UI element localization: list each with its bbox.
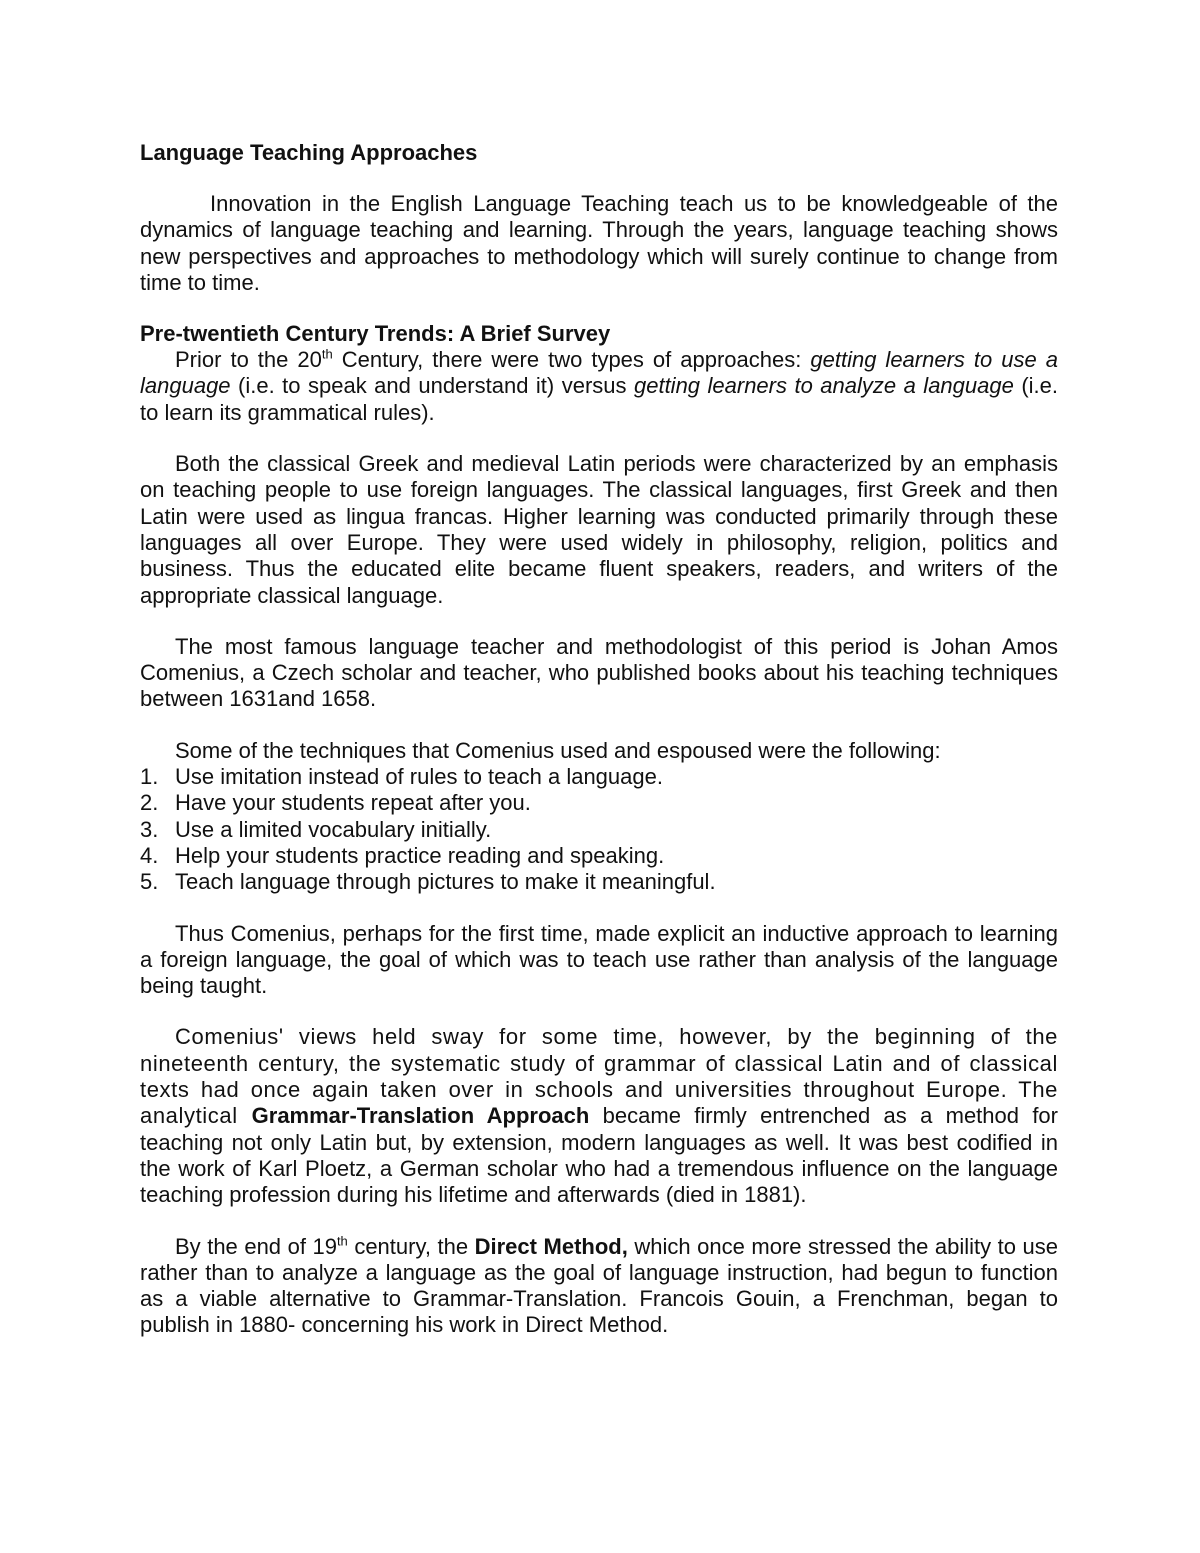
intro-paragraph: Innovation in the English Language Teaching teach us to be knowledgeable of the dynamics of language teaching and learning. Through the years, language teaching shows new perspectives and approaches to methodology which will surely continue to change from time to time. <box>140 191 1058 295</box>
document-page <box>140 140 1058 1364</box>
direct-method-term: Direct Method, <box>474 1233 628 1259</box>
list-item: 5. Teach language through pictures to make it meaningful. <box>140 869 716 895</box>
techniques-list <box>140 764 1058 895</box>
list-intro: Some of the techniques that Comenius used and espoused were the following: <box>175 737 941 763</box>
grammar-translation-term: Grammar-Translation Approach <box>251 1103 590 1129</box>
document-title: Language Teaching Approaches <box>140 140 478 165</box>
inductive-paragraph: Thus Comenius, perhaps for the first time, made explicit an inductive approach to learning a foreign language, the goal of which was to teach use rather than analysis of the language being taught. <box>140 920 1058 999</box>
list-item: 3. Use a limited vocabulary initially. <box>140 816 492 842</box>
grammar-translation-paragraph: Comenius' views held sway for some time, however, by the beginning of the nineteenth century, the systematic study of grammar of classical Latin and of classical texts had once again taken over in schools and universities throughout Europe. The analytical Grammar-Translation Approach became firmly entrenched as a method for teaching not only Latin but, by extension, modern languages as well. It was best codified in the work of Karl Ploetz, a German scholar who had a tremendous influence on the language teaching profession during his lifetime and afterwards (died in 1881). <box>140 1024 1058 1208</box>
approaches-paragraph: Prior to the 20th Century, there were two types of approaches: getting learners to use a language (i.e. to speak and understand it) versus getting learners to analyze a language (i.e. to learn its grammatical rules). <box>140 346 1058 425</box>
emphasis-analyze: getting learners to analyze a language <box>633 373 1014 399</box>
classical-paragraph: Both the classical Greek and medieval Latin periods were characterized by an emphasis on teaching people to use foreign languages. The classical languages, first Greek and then Latin were used as lingua francas. Higher learning was conducted primarily through these languages all over Europe. They were used widely in philosophy, religion, politics and business. Thus the educated elite became fluent speakers, readers, and writers of the appropriate classical language. <box>140 451 1058 608</box>
direct-method-paragraph: By the end of 19th century, the Direct Method, which once more stressed the ability to use rather than to analyze a language as the goal of language instruction, had begun to function as a viable alternative to Grammar-Translation. Francois Gouin, a Frenchman, began to publish in 1880- concerning his work in Direct Method. <box>140 1233 1058 1338</box>
list-item: 2. Have your students repeat after you. <box>140 790 531 816</box>
list-item: 4. Help your students practice reading and speaking. <box>140 842 665 868</box>
comenius-paragraph: The most famous language teacher and methodologist of this period is Johan Amos Comenius, a Czech scholar and teacher, who published books about his teaching techniques between 1631and 1658. <box>140 633 1058 712</box>
emphasis-use: getting learners to use a language <box>140 347 1058 399</box>
list-item: 1. Use imitation instead of rules to teach a language. <box>140 764 663 790</box>
section-heading: Pre-twentieth Century Trends: A Brief Survey <box>140 321 611 347</box>
